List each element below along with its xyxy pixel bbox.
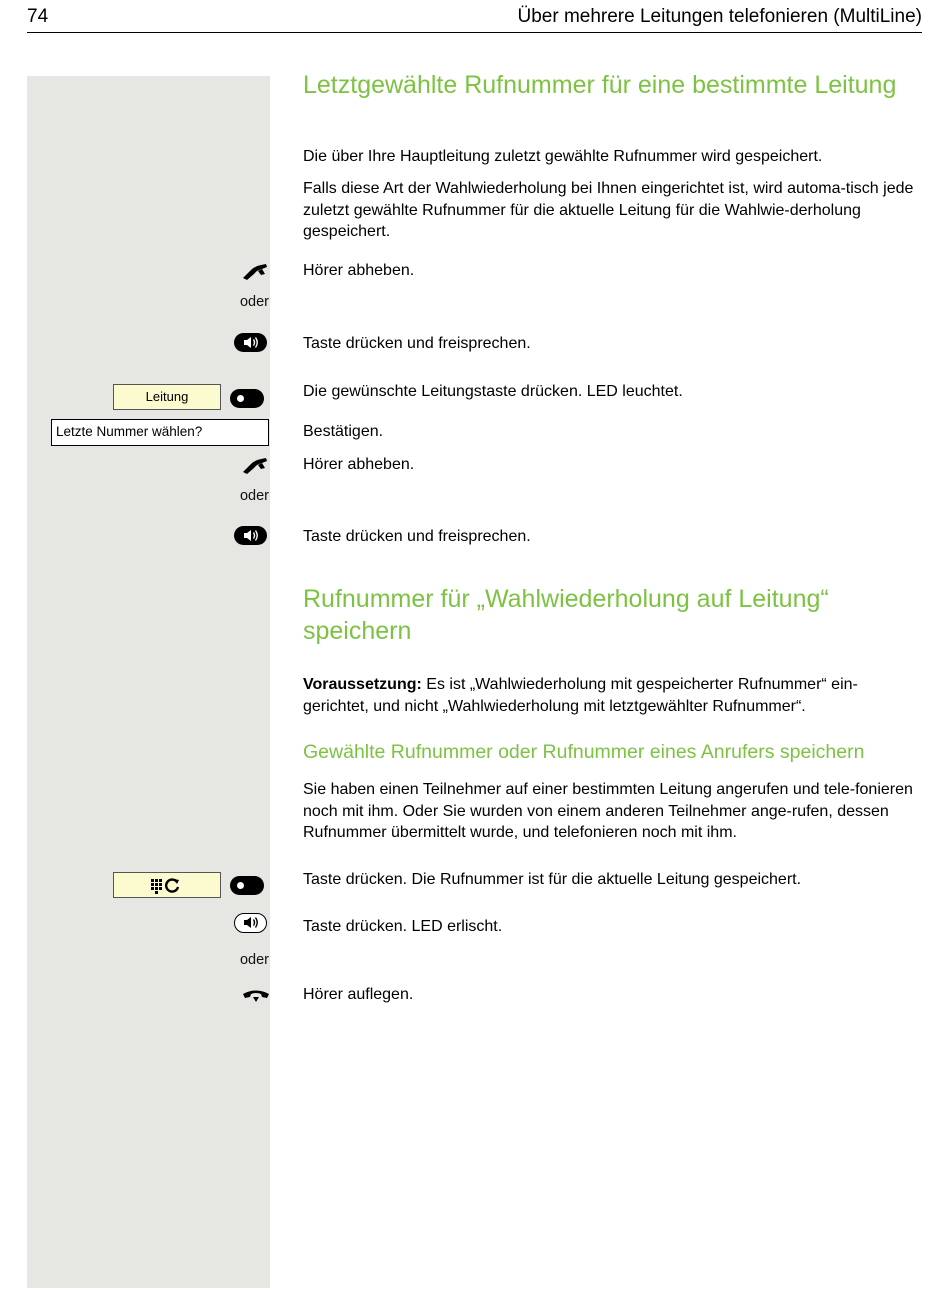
step-text: Taste drücken. Die Rufnummer ist für die aktuelle Leitung gespeichert. bbox=[303, 871, 802, 888]
line-key-label[interactable]: Leitung bbox=[113, 384, 221, 410]
paragraph: Falls diese Art der Wahlwiederholung bei Ihnen eingerichtet ist, wird automa-tisch jede zuletzt gewählte Rufnummer für die aktuelle Leitung für die Wahlwie-derholung gespeichert. bbox=[303, 180, 914, 240]
side-panel bbox=[27, 76, 270, 1288]
step-text: Taste drücken und freisprechen. bbox=[303, 528, 531, 545]
menu-option-last-number[interactable]: Letzte Nummer wählen? bbox=[51, 419, 269, 446]
step-text: Taste drücken und freisprechen. bbox=[303, 335, 531, 352]
step-text: Hörer abheben. bbox=[303, 456, 415, 473]
speaker-key-icon[interactable] bbox=[234, 526, 267, 545]
page-number: 74 bbox=[27, 6, 49, 27]
speaker-key-icon[interactable] bbox=[234, 333, 267, 352]
or-label: oder bbox=[239, 294, 269, 310]
step-text: Taste drücken. LED erlischt. bbox=[303, 918, 503, 935]
header-rule bbox=[27, 32, 922, 33]
running-title: Über mehrere Leitungen telefonieren (MultiLine) bbox=[517, 6, 922, 27]
speaker-key-icon[interactable] bbox=[234, 913, 267, 933]
section-title: Rufnummer für „Wahlwiederholung auf Leitung“ speichern bbox=[303, 585, 829, 645]
step-text: Die gewünschte Leitungstaste drücken. LED leuchtet. bbox=[303, 383, 683, 400]
function-key-icon[interactable] bbox=[230, 389, 264, 408]
keypad-redial-icon bbox=[147, 875, 187, 897]
or-label: oder bbox=[239, 488, 269, 504]
prerequisite-label: Voraussetzung: bbox=[303, 676, 422, 693]
subsection-title: Gewählte Rufnummer oder Rufnummer eines Anrufers speichern bbox=[303, 741, 865, 763]
handset-lift-icon bbox=[241, 261, 269, 281]
section-title: Letztgewählte Rufnummer für eine bestimmte Leitung bbox=[303, 71, 897, 99]
step-text: Hörer auflegen. bbox=[303, 986, 414, 1003]
step-text: Bestätigen. bbox=[303, 423, 384, 440]
handset-hangup-icon bbox=[242, 988, 270, 1004]
prerequisite-paragraph bbox=[303, 674, 923, 717]
paragraph: Sie haben einen Teilnehmer auf einer bestimmten Leitung angerufen und tele-fonieren noch mit ihm. Oder Sie wurden von einem anderen Teilnehmer ange-rufen, dessen Rufnummer übermittelt wurde, und telefonieren noch mit ihm. bbox=[303, 781, 913, 841]
paragraph: Die über Ihre Hauptleitung zuletzt gewählte Rufnummer wird gespeichert. bbox=[303, 148, 823, 165]
prerequisite-text: Es ist „Wahlwiederholung mit gespeicherter Rufnummer“ ein-gerichtet, und nicht „Wahlwiederholung mit letztgewählter Rufnummer“. bbox=[303, 676, 858, 715]
redial-display-key[interactable] bbox=[113, 872, 221, 898]
or-label: oder bbox=[239, 952, 269, 968]
function-key-icon[interactable] bbox=[230, 876, 264, 895]
step-text: Hörer abheben. bbox=[303, 262, 415, 279]
handset-lift-icon bbox=[241, 455, 269, 475]
